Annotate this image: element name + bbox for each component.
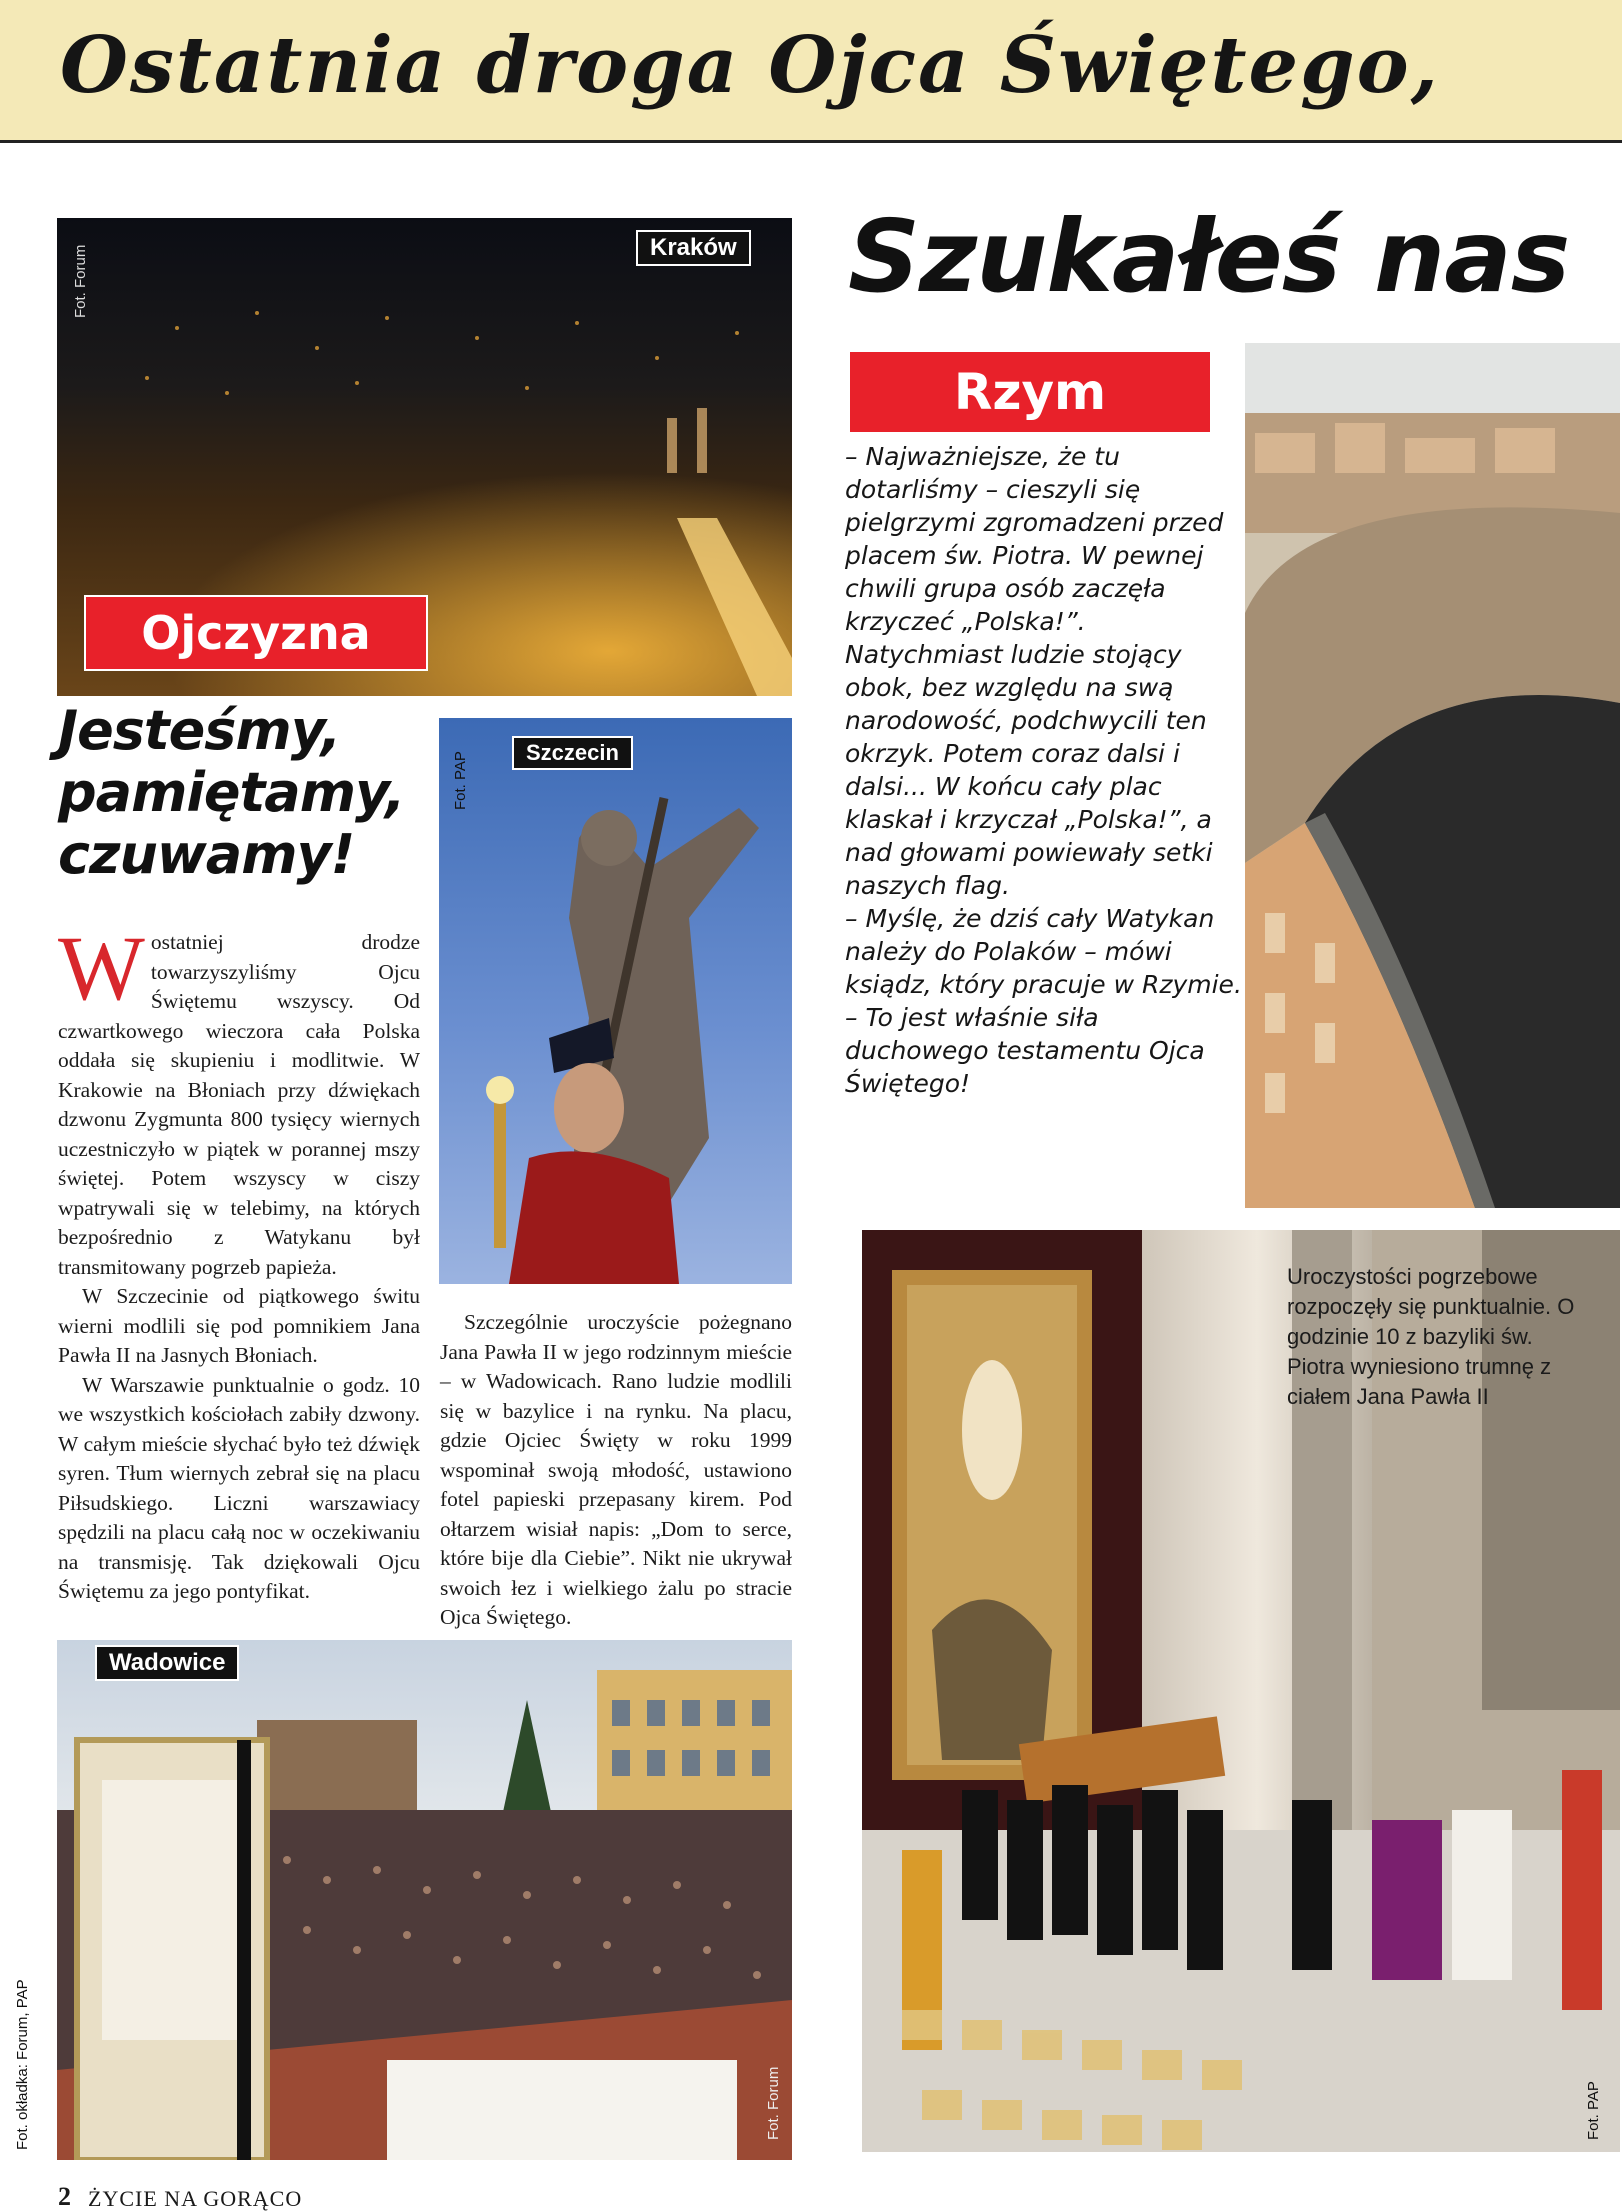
left-headline-line-1: Jesteśmy,	[58, 699, 341, 762]
left-headline-line-3: czuwamy!	[58, 823, 355, 886]
article-column-2	[440, 1308, 792, 1633]
magazine-name: ŻYCIE NA GORĄCO	[88, 2186, 303, 2211]
article-paragraph-3: W Warszawie punktualnie o godz. 10 we wszystkich kościołach zabiły dzwony. W całym mieście słychać było też dźwięk syren. Tłum wiernych zebrał się na placu Piłsudskiego. Liczni warszawiacy spędzili na placu całą noc w oczekiwaniu na transmisję. Tak dziękowali Ojcu Świętemu za jego pontyfikat.	[58, 1372, 420, 1603]
rome-quote-paragraph-1: – Najważniejsze, że tu dotarliśmy – cieszyli się pielgrzymi zgromadzeni przed placem św. Piotra. W pewnej chwili grupa osób zaczęła krzyczeć „Polska!”. Natychmiast ludzie stojący obok, bez względu na swą narodowość, podchwycili ten okrzyk. Potem coraz dalsi i dalsi... W końcu cały plac klaskał i krzyczał „Polska!”, a nad głowami powiewały setki naszych flag.	[845, 442, 1224, 900]
left-headline-line-2: pamiętamy,	[58, 761, 405, 824]
section-tag-rzym: Rzym	[848, 350, 1212, 434]
photo-credit-wadowice: Fot. Forum	[765, 2066, 782, 2140]
tag-wadowice: Wadowice	[95, 1645, 239, 1681]
tag-krakow: Kraków	[636, 230, 751, 266]
rome-quote-paragraph-2: – Myślę, że dziś cały Watykan należy do Polaków – mówi ksiądz, który pracuje w Rzymie. – To jest właśnie siła duchowego testamentu Ojca Świętego!	[845, 904, 1242, 1098]
tag-szczecin: Szczecin	[512, 736, 633, 770]
funeral-caption: Uroczystości pogrzebowe rozpoczęły się punktualnie. O godzinie 10 z bazyliki św. Piotra wyniesiono trumnę z ciałem Jana Pawła II	[1287, 1264, 1575, 1409]
page-headline: Ostatnia droga Ojca Świętego,	[60, 20, 1440, 111]
right-headline: Szukałeś nas	[848, 198, 1570, 315]
cover-photo-credit: Fot. okładka: Forum, PAP	[14, 1979, 31, 2150]
wadowice-photo	[57, 1640, 792, 2160]
photo-credit-szczecin: Fot. PAP	[452, 751, 469, 810]
article-column-1	[58, 917, 420, 1607]
section-tag-ojczyzna: Ojczyzna	[84, 595, 428, 671]
article-dropcap: W	[58, 917, 145, 1019]
article-paragraph-4: Szczególnie uroczyście pożegnano Jana Pawła II w jego rodzinnym mieście – w Wadowicach. Rano ludzie modlili się w bazylice i na rynku. Na placu, gdzie Ojciec Święty w roku 1999 wspominał swoją młodość, ustawiono fotel papieski przepasany kirem. Pod ołtarzem wisiał napis: „Dom to serce, które bije dla Ciebie”. Nikt nie ukrywał swoich łez i wielkiego żalu po stracie Ojca Świętego.	[440, 1310, 792, 1629]
left-headline	[58, 700, 458, 886]
szczecin-photo	[439, 718, 792, 1284]
article-paragraph-1: Wostatniej drodze towarzyszyliśmy Ojcu Świętemu wszyscy. Od czwartkowego wieczora cała Polska oddała się skupieniu i modlitwie. W Krakowie na Błoniach przy dźwiękach dzwonu Zygmunta 800 tysięcy wiernych uczestniczyło w piątek w porannej mszy świętej. Potem wszyscy w ciszy wpatrywali się w telebimy, na których bezpośrednio z Watykanu był transmitowany pogrzeb papieża.	[58, 917, 420, 1279]
photo-credit-krakow: Fot. Forum	[72, 244, 89, 318]
page-number: 2	[58, 2182, 71, 2211]
st-peters-square-photo	[1245, 343, 1620, 1208]
photo-credit-funeral: Fot. PAP	[1585, 2081, 1602, 2140]
rome-quote	[845, 440, 1245, 1100]
article-paragraph-2: W Szczecinie od piątkowego świtu wierni modlili się pod pomnikiem Jana Pawła II na Jasnych Błoniach.	[58, 1284, 420, 1367]
